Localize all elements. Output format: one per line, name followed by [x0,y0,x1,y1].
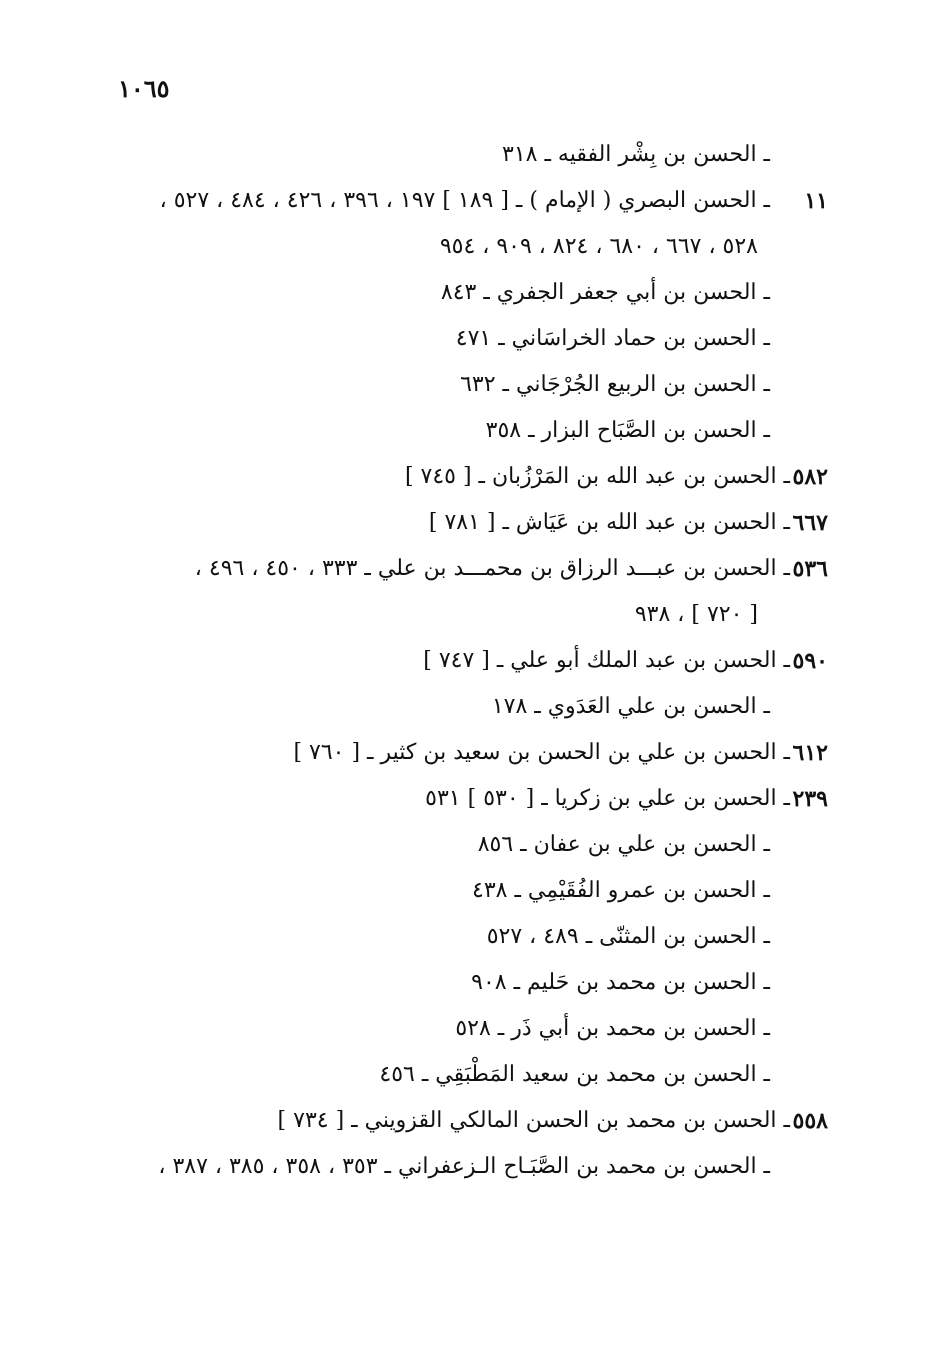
entry-text: ـ الحسن بن الصَّبَاح البزار ـ ٣٥٨ [485,418,770,443]
entry-number: ١١ [804,188,828,214]
entry-text: ٥٢٨ ، ٦٦٧ ، ٦٨٠ ، ٨٢٤ ، ٩٠٩ ، ٩٥٤ [439,234,758,259]
entry-text: ـ الحسن بن الربيع الجُرْجَاني ـ ٦٣٢ [460,372,770,397]
index-list [100,132,828,1190]
entry-number: ٥٣٦ [792,556,828,582]
entry-number: ٥٩٠ [792,648,828,674]
entry-text: ـ الحسن بن المثنّى ـ ٤٨٩ ، ٥٢٧ [486,924,770,949]
index-entry [100,546,828,592]
index-entry [100,730,828,776]
index-entry [100,868,828,914]
index-entry [100,1052,828,1098]
entry-number: ٢٣٩ [792,786,828,812]
index-entry [100,316,828,362]
entry-text: ـ الحسن بن أبي جعفر الجفري ـ ٨٤٣ [440,280,770,305]
entry-text: ـ الحسن البصري ( الإمام ) ـ [ ١٨٩ ] ١٩٧ ، ٣٩٦ ، ٤٢٦ ، ٤٨٤ ، ٥٢٧ ، [159,188,770,213]
page-number: ١٠٦٥ [118,74,170,103]
index-entry-continuation [100,592,828,638]
entry-text: ـ الحسن بن عبـــد الرزاق بن محمـــد بن علي ـ ٣٣٣ ، ٤٥٠ ، ٤٩٦ ، [194,556,790,581]
index-entry [100,408,828,454]
index-entry [100,132,828,178]
entry-text: ـ الحسن بن محمد بن أبي ذَر ـ ٥٢٨ [455,1016,770,1041]
index-entry-continuation [100,224,828,270]
index-entry [100,454,828,500]
entry-number: ٥٨٢ [792,464,828,490]
entry-text: ـ الحسن بن عبد الله بن عَيَاش ـ [ ٧٨١ ] [428,510,790,535]
index-entry [100,638,828,684]
entry-text: ـ الحسن بن محمد بن سعيد المَطْبَقِي ـ ٤٥٦ [379,1062,770,1087]
index-entry [100,914,828,960]
index-entry [100,178,828,224]
entry-text: ـ الحسن بن بِشْر الفقيه ـ ٣١٨ [502,142,770,167]
index-entry [100,684,828,730]
entry-text: [ ٧٢٠ ] ، ٩٣٨ [634,602,758,627]
index-entry [100,1006,828,1052]
index-entry [100,776,828,822]
entry-text: ـ الحسن بن علي العَدَوي ـ ١٧٨ [491,694,770,719]
entry-number: ٦١٢ [792,740,828,766]
entry-text: ـ الحسن بن علي بن زكريا ـ [ ٥٣٠ ] ٥٣١ [425,786,790,811]
entry-text: ـ الحسن بن عمرو الفُقَيْمِي ـ ٤٣٨ [472,878,770,903]
index-entry [100,822,828,868]
index-entry [100,362,828,408]
index-entry [100,1098,828,1144]
entry-text: ـ الحسن بن محمد بن حَليم ـ ٩٠٨ [471,970,770,995]
index-entry [100,960,828,1006]
index-entry [100,500,828,546]
entry-text: ـ الحسن بن حماد الخراسَاني ـ ٤٧١ [455,326,770,351]
entry-text: ـ الحسن بن عبد الله بن المَرْزُبان ـ [ ٧٤٥ ] [404,464,790,489]
entry-text: ـ الحسن بن علي بن الحسن بن سعيد بن كثير ـ [ ٧٦٠ ] [293,740,790,765]
entry-text: ـ الحسن بن علي بن عفان ـ ٨٥٦ [477,832,770,857]
entry-text: ـ الحسن بن محمد بن الصَّبَـاح الـزعفراني ـ ٣٥٣ ، ٣٥٨ ، ٣٨٥ ، ٣٨٧ ، [158,1154,770,1179]
index-entry [100,270,828,316]
entry-text: ـ الحسن بن عبد الملك أبو علي ـ [ ٧٤٧ ] [423,648,790,673]
entry-number: ٥٥٨ [792,1108,828,1134]
entry-text: ـ الحسن بن محمد بن الحسن المالكي القزويني ـ [ ٧٣٤ ] [277,1108,790,1133]
index-entry [100,1144,828,1190]
entry-number: ٦٦٧ [792,510,828,536]
